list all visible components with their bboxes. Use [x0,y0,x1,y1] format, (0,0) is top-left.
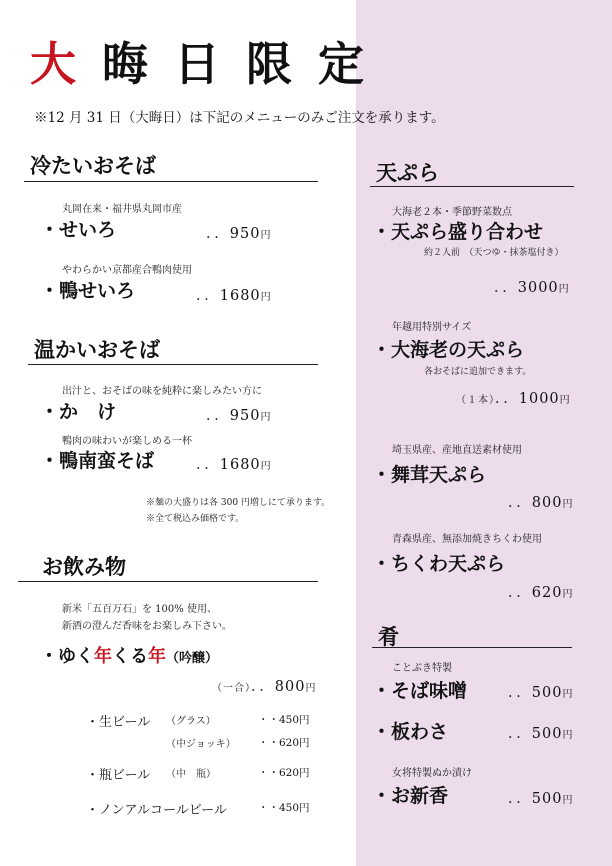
beer-price: ・・450円 [258,802,310,814]
beer-price: ・・620円 [258,737,310,749]
item-price: ．．3000円 [494,280,569,296]
divider [370,186,574,187]
item-name: ・ちくわ天ぷら [372,553,506,575]
section-heading-hot: 温かいおそば [34,337,160,362]
title-first-char: 大 [30,37,102,91]
beer-price: ・・620円 [258,767,310,779]
title-rest: 晦日限定 [102,37,390,91]
section-heading-tempura: 天ぷら [376,160,439,185]
beer-size: （グラス） [166,716,216,727]
item-desc: 埼玉県産、産地直送素材使用 [392,445,522,456]
item-price: ．．500円 [508,726,573,742]
beer-price: ・・450円 [258,714,310,726]
divider [24,181,318,182]
drinks-desc: 新酒の澄んだ香味をお楽しみ下さい。 [62,621,232,632]
item-desc: 青森県産、無添加焼きちくわ使用 [392,534,542,545]
item-desc: やわらかい京都産合鴨肉使用 [62,265,192,276]
item-price: ．．950円 [206,226,271,242]
beer-name: ・ノンアルコールビール [86,803,227,818]
divider [28,364,318,365]
item-desc: 鴨肉の味わいが楽しめる一杯 [62,436,192,447]
beer-name: ・生ビール [86,715,151,730]
beer-name: ・瓶ビール [86,768,151,783]
item-desc: 出汁と、おそばの味を純粋に楽しみたい方に [62,386,262,397]
notice-text: ※12 月 31 日（大晦日）は下記のメニューのみご注文を承ります。 [34,110,445,126]
item-desc: 女将特製ぬか漬け [392,768,472,779]
sake-name: ・ゆく年くる年（吟醸） [40,646,219,667]
item-sub: 約２人前 （天つゆ・抹茶塩付き） [424,248,564,258]
item-price: ．．500円 [508,791,573,807]
item-name: ・板わさ [372,721,449,743]
item-price: ．．1680円 [196,288,271,304]
item-price: （１本）．．1000円 [456,391,570,407]
sake-price: （一合）．．800円 [212,679,316,695]
item-desc: 年越用特別サイズ [392,322,472,333]
item-price: ．．950円 [206,408,271,424]
item-sub: 各おそばに追加できます。 [424,367,532,377]
item-price: ．．620円 [508,585,573,601]
item-name: ・鴨せいろ [40,280,136,302]
beer-size: （中 瓶） [166,769,216,780]
note: ※全て税込み価格です。 [146,514,245,524]
item-name: ・天ぷら盛り合わせ [372,221,544,243]
drinks-desc: 新米「五百万石」を 100% 使用、 [62,604,217,615]
item-name: ・舞茸天ぷら [372,464,487,486]
item-name: ・お新香 [372,785,449,807]
item-name: ・大海老の天ぷら [372,339,525,361]
section-heading-drinks: お飲み物 [42,554,126,579]
section-heading-sakana: 肴 [378,624,399,649]
item-price: ．．800円 [508,495,573,511]
item-desc: 大海老２本・季節野菜数点 [392,207,512,218]
item-price: ．．1680円 [196,457,271,473]
item-desc: 丸岡在来・福井県丸岡市産 [62,204,182,215]
item-name: ・か け [40,401,117,423]
section-heading-cold: 冷たいおそば [30,153,156,178]
item-price: ．．500円 [508,685,573,701]
beer-size: （中ジョッキ） [166,739,236,750]
item-desc: ことぶき特製 [392,663,452,674]
item-name: ・鴨南蛮そば [40,450,155,472]
divider [372,647,572,648]
item-name: ・せいろ [40,219,117,241]
item-name: ・そば味噌 [372,680,468,702]
divider [18,581,318,582]
page-title [30,28,390,94]
note: ※麺の大盛りは各 300 円増しにて承ります。 [146,498,331,508]
